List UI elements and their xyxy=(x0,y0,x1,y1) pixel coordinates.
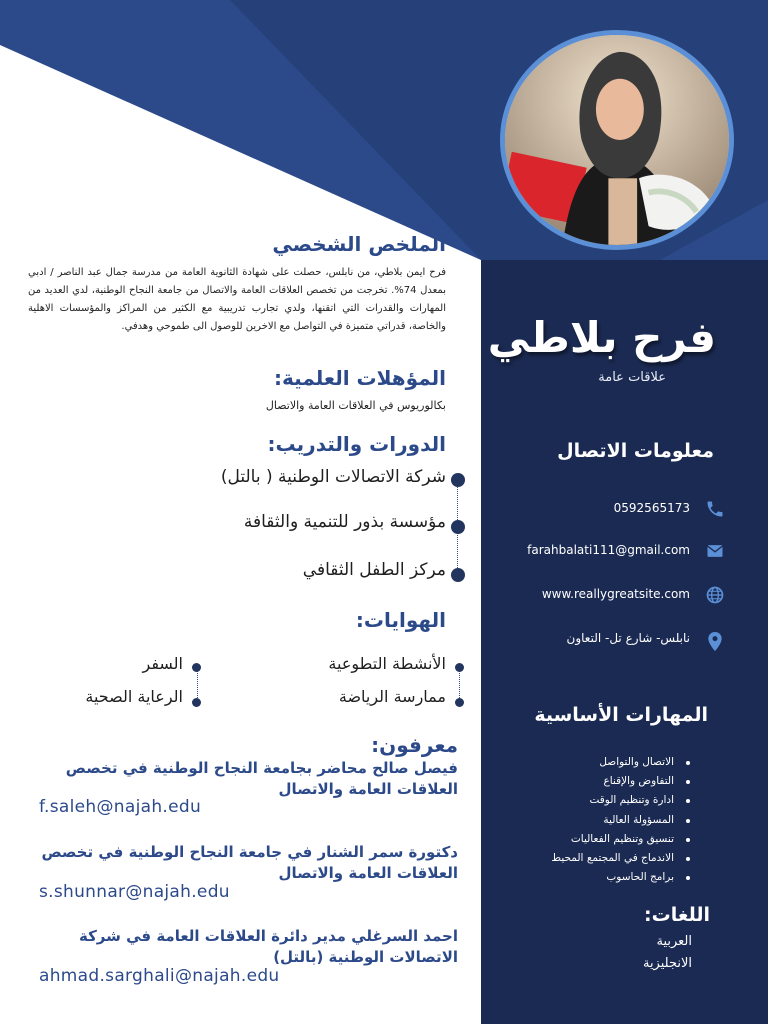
reference-text: دكتورة سمر الشنار في جامعة النجاح الوطنية في تخصص العلاقات العامة والاتصال xyxy=(41,843,458,882)
degree-text: بكالوريوس في العلاقات العامة والاتصال xyxy=(265,399,446,412)
course-item: شركة الاتصالات الوطنية ( بالتل) xyxy=(220,467,446,487)
reference-email[interactable]: f.saleh@najah.edu xyxy=(39,797,202,817)
skills-list xyxy=(490,753,690,887)
reference-text: احمد السرغلي مدير دائرة العلاقات العامة في شركة الاتصالات الوطنية (بالتل) xyxy=(78,927,458,966)
skill-item: الاندماج في المجتمع المحيط xyxy=(490,849,690,868)
references-heading: معرفون: xyxy=(371,733,458,757)
hobby-item: الرعاية الصحية xyxy=(85,687,183,706)
address-text: نابلس- شارع تل- التعاون xyxy=(566,631,690,645)
skill-item: الاتصال والتواصل xyxy=(490,753,690,772)
reference-email[interactable]: s.shunnar@najah.edu xyxy=(39,882,230,902)
hobby-item: السفر xyxy=(142,654,183,673)
hobby-dot xyxy=(455,698,464,707)
course-item: مركز الطفل الثقافي xyxy=(302,560,446,580)
course-item: مؤسسة بذور للتنمية والثقافة xyxy=(243,512,446,532)
skill-item: التفاوض والإقناع xyxy=(490,772,690,791)
email-icon xyxy=(705,541,725,561)
skills-heading: المهارات الأساسية xyxy=(534,704,708,726)
globe-icon xyxy=(705,585,725,605)
location-pin-icon xyxy=(705,630,725,654)
job-title: علاقات عامة xyxy=(598,370,666,385)
languages-heading: اللغات: xyxy=(644,904,710,926)
course-dot xyxy=(451,473,465,487)
course-dot xyxy=(451,568,465,582)
summary-text: فرح ايمن بلاطي، من نابلس، حصلت على شهادة الثانوية العامة من مدرسة جمال عبد الناصر / ادبي بمعدل 74%. تخرجت من تخصص العلاقات العامة والاتصال من جامعة النجاح الوطنية، لدي العديد من المهارات والقدرات التي اتقنها، ولدي تجارب تدريبية مع الكثير من المراكز والمؤسسات الاهلية والخاصة، قدراتي متميزة في التواصل مع الاخرين للوصول الى طموحي وهدفي. xyxy=(28,267,446,332)
skill-item: تنسيق وتنظيم الفعاليات xyxy=(490,830,690,849)
qualifications-heading: المؤهلات العلمية: xyxy=(274,366,446,390)
skill-item: ادارة وتنظيم الوقت xyxy=(490,791,690,810)
summary-heading: الملخص الشخصي xyxy=(272,232,446,256)
contact-heading: معلومات الاتصال xyxy=(557,440,714,462)
website-url[interactable]: www.reallygreatsite.com xyxy=(541,587,690,601)
skill-item: المسؤولة العالية xyxy=(490,811,690,830)
language-item: العربية xyxy=(656,934,692,949)
courses-heading: الدورات والتدريب: xyxy=(267,432,446,456)
course-dot xyxy=(451,520,465,534)
hobbies-connector xyxy=(197,668,198,702)
person-name: فرح بلاطي xyxy=(487,313,716,362)
language-item: الانجليزية xyxy=(642,956,692,971)
hobby-dot xyxy=(192,698,201,707)
hobbies-connector xyxy=(459,668,460,702)
hobbies-heading: الهوايات: xyxy=(355,608,446,632)
reference-email[interactable]: ahmad.sarghali@najah.edu xyxy=(39,966,280,986)
hobby-item: ممارسة الرياضة xyxy=(338,687,446,706)
hobby-dot xyxy=(455,663,464,672)
hobby-dot xyxy=(192,663,201,672)
profile-photo xyxy=(500,30,734,250)
hobby-item: الأنشطة التطوعية xyxy=(328,654,446,673)
phone-icon xyxy=(705,499,725,519)
phone-number[interactable]: 0592565173 xyxy=(613,501,690,515)
email-address[interactable]: farahbalati111@gmail.com xyxy=(527,543,690,557)
skill-item: برامج الحاسوب xyxy=(490,868,690,887)
reference-text: فيصل صالح محاضر بجامعة النجاح الوطنية في تخصص العلاقات العامة والاتصال xyxy=(65,759,458,798)
